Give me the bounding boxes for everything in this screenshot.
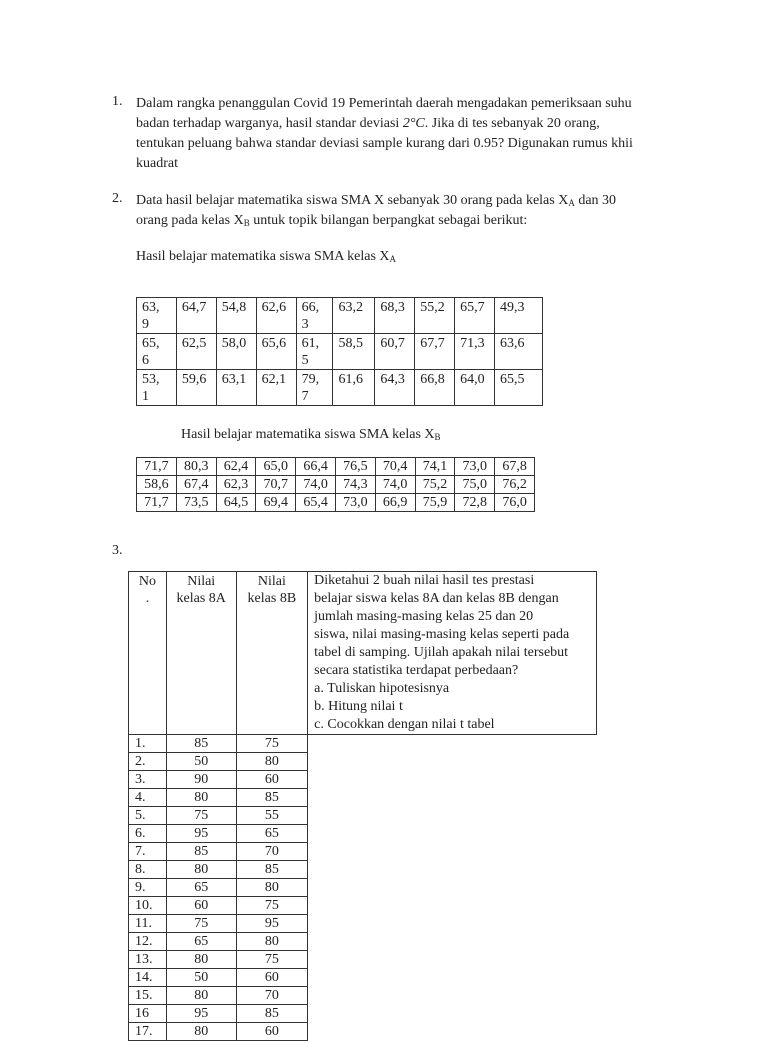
- q1-line2-after: . Jika di tes sebanyak 20 orang,: [424, 116, 600, 131]
- score-8b: 70: [236, 843, 308, 861]
- cell-text: 58,5: [338, 336, 363, 351]
- table-cell: [375, 370, 415, 406]
- score-8a: 90: [166, 771, 236, 789]
- table-cell: 74,0: [375, 476, 415, 494]
- question-2-number: 2.: [112, 191, 123, 206]
- cell-text: 64,7: [181, 300, 207, 315]
- table-cell: 58,6: [137, 476, 177, 494]
- table-cell: 75,2: [415, 476, 455, 494]
- row-number: 4.: [129, 789, 167, 807]
- header-no-line1: No: [138, 574, 156, 589]
- score-8a: 75: [166, 915, 236, 933]
- description-line: Diketahui 2 buah nilai hasil tes prestasi: [314, 573, 535, 588]
- table-cell: [296, 334, 333, 370]
- table-cell: [176, 298, 216, 334]
- cell-text: 62,6: [261, 300, 287, 315]
- row-number: 8.: [129, 861, 167, 879]
- header-nilai-8a: [166, 572, 236, 735]
- cell-text: 9: [142, 317, 149, 332]
- table-cell: [216, 298, 256, 334]
- table-cell: [415, 370, 455, 406]
- cell-text: 53,: [142, 372, 160, 387]
- table-row: [129, 897, 597, 915]
- cell-text: 65,: [142, 336, 160, 351]
- cell-text: 66,8: [420, 372, 445, 387]
- cell-text: 61,: [301, 336, 320, 351]
- score-8a: 85: [166, 843, 236, 861]
- table-cell: [495, 298, 543, 334]
- table-cell: [296, 298, 333, 334]
- score-8a: 50: [166, 753, 236, 771]
- table-cell: 70,7: [256, 476, 296, 494]
- header-a-line1: Nilai: [187, 574, 216, 589]
- description-line: c. Cocokkan dengan nilai t tabel: [314, 717, 495, 732]
- q2-line1-text: Data hasil belajar matematika siswa SMA X sebanyak 30 orang pada kelas X: [136, 193, 569, 208]
- table-cell: 73,5: [176, 494, 216, 512]
- q1-line: kuadrat: [136, 156, 178, 171]
- description-line: a. Tuliskan hipotesisnya: [314, 681, 450, 696]
- cell-text: 1: [142, 389, 149, 404]
- score-8b: 60: [236, 771, 308, 789]
- table-cell: [137, 370, 177, 406]
- table-row: [137, 370, 543, 406]
- table-cell: 76,5: [335, 458, 375, 476]
- table-cell: [256, 298, 296, 334]
- table-cell: [455, 334, 495, 370]
- score-8b: 75: [236, 897, 308, 915]
- cell-text: 79,: [301, 372, 320, 387]
- score-8a: 85: [166, 735, 236, 753]
- table-a-caption: [136, 249, 396, 265]
- score-8b: 55: [236, 807, 308, 825]
- table-cell: 67,4: [176, 476, 216, 494]
- table-cell: [256, 370, 296, 406]
- score-8b: 80: [236, 753, 308, 771]
- row-number: 5.: [129, 807, 167, 825]
- cell-text: 65,6: [261, 336, 287, 351]
- cell-text: 68,3: [380, 300, 405, 315]
- table-cell: 65,0: [256, 458, 296, 476]
- q2-line1-post: dan 30: [574, 193, 617, 208]
- caption-b-subscript: B: [434, 432, 441, 442]
- row-number: 13.: [129, 951, 167, 969]
- score-8a: 60: [166, 897, 236, 915]
- table-cell: [333, 334, 375, 370]
- description-line: siswa, nilai masing-masing kelas seperti pada: [314, 627, 570, 642]
- caption-b-text: Hasil belajar matematika siswa SMA kelas X: [181, 427, 435, 442]
- header-b-line2: kelas 8B: [247, 591, 297, 606]
- table-cell: 80,3: [176, 458, 216, 476]
- cell-text: 66,: [301, 300, 320, 315]
- table-cell: 76,2: [495, 476, 535, 494]
- table-row: [129, 951, 597, 969]
- score-8b: 65: [236, 825, 308, 843]
- score-8b: 80: [236, 879, 308, 897]
- question-1-number: 1.: [112, 94, 123, 109]
- table-cell: 75,0: [455, 476, 495, 494]
- table-row: [129, 861, 597, 879]
- row-number: 16: [129, 1005, 167, 1023]
- table-row: [137, 494, 535, 512]
- table-cell: [455, 298, 495, 334]
- question-1-text: [136, 94, 676, 174]
- header-no-line2: .: [145, 591, 150, 606]
- table-cell: [415, 298, 455, 334]
- table-cell: [375, 334, 415, 370]
- table-cell: [375, 298, 415, 334]
- score-8a: 80: [166, 789, 236, 807]
- table-row: [129, 933, 597, 951]
- table-row: [137, 476, 535, 494]
- table-cell: [296, 370, 333, 406]
- table-cell: [256, 334, 296, 370]
- cell-text: 54,8: [221, 300, 247, 315]
- score-8a: 75: [166, 807, 236, 825]
- table-cell: 65,4: [296, 494, 336, 512]
- score-8a: 65: [166, 879, 236, 897]
- q1-line: [136, 114, 676, 134]
- score-8a: 95: [166, 1005, 236, 1023]
- table-cell: 69,4: [256, 494, 296, 512]
- table-cell: [137, 298, 177, 334]
- question-3-number: 3.: [112, 543, 123, 558]
- table-row: [129, 969, 597, 987]
- caption-a-subscript: A: [389, 254, 396, 264]
- row-number: 1.: [129, 735, 167, 753]
- row-number: 17.: [129, 1023, 167, 1041]
- table-row: [137, 458, 535, 476]
- description-line: b. Hitung nilai t: [314, 699, 403, 714]
- table-row: [129, 753, 597, 771]
- score-8b: 60: [236, 1023, 308, 1041]
- table-cell: 73,0: [455, 458, 495, 476]
- table-class-xb: [136, 457, 535, 512]
- score-8a: 80: [166, 1023, 236, 1041]
- cell-text: 5: [301, 353, 309, 368]
- table-cell: 64,5: [216, 494, 256, 512]
- row-number: 9.: [129, 879, 167, 897]
- header-b-line1: Nilai: [257, 574, 286, 589]
- row-number: 11.: [129, 915, 167, 933]
- cell-text: 63,2: [338, 300, 363, 315]
- table-b-caption: [181, 427, 441, 443]
- cell-text: 71,3: [460, 336, 485, 351]
- description-line: belajar siswa kelas 8A dan kelas 8B dengan: [314, 591, 559, 606]
- table-cell: [495, 370, 543, 406]
- table-row: [129, 1005, 597, 1023]
- cell-text: 63,: [142, 300, 160, 315]
- cell-text: 62,5: [181, 336, 207, 351]
- score-8b: 75: [236, 735, 308, 753]
- table-cell: 66,4: [296, 458, 336, 476]
- cell-text: 59,6: [181, 372, 207, 387]
- header-a-line2: kelas 8A: [176, 591, 226, 606]
- row-number: 2.: [129, 753, 167, 771]
- table-row: [129, 735, 597, 753]
- table-row: [137, 298, 543, 334]
- problem-description: [308, 572, 597, 735]
- cell-text: 65,5: [500, 372, 525, 387]
- subscript-b: B: [243, 218, 250, 228]
- table-row: [129, 789, 597, 807]
- table-row: [129, 843, 597, 861]
- row-number: 7.: [129, 843, 167, 861]
- score-8a: 80: [166, 951, 236, 969]
- question-2-text: [136, 191, 676, 231]
- table-cell: 70,4: [375, 458, 415, 476]
- table-cell: 72,8: [455, 494, 495, 512]
- table-cell: [495, 334, 543, 370]
- cell-text: 58,0: [221, 336, 247, 351]
- score-8a: 80: [166, 987, 236, 1005]
- score-8b: 75: [236, 951, 308, 969]
- row-number: 10.: [129, 897, 167, 915]
- row-number: 3.: [129, 771, 167, 789]
- table-cell: 75,9: [415, 494, 455, 512]
- table-cell: 74,3: [335, 476, 375, 494]
- q1-line2-text: badan terhadap warganya, hasil standar deviasi: [136, 116, 403, 131]
- table-class-xa: [136, 297, 543, 406]
- table-cell: 73,0: [335, 494, 375, 512]
- table-cell: [137, 334, 177, 370]
- score-8b: 95: [236, 915, 308, 933]
- cell-text: 62,1: [261, 372, 287, 387]
- score-8b: 85: [236, 789, 308, 807]
- table-cell: 62,3: [216, 476, 256, 494]
- table-row: [129, 807, 597, 825]
- table-class-8a-8b: [128, 571, 597, 1041]
- header-no: [129, 572, 167, 735]
- cell-text: 60,7: [380, 336, 405, 351]
- q2-line: [136, 191, 676, 211]
- table-cell: [333, 298, 375, 334]
- score-8a: 80: [166, 861, 236, 879]
- table-row: [129, 879, 597, 897]
- score-8b: 80: [236, 933, 308, 951]
- cell-text: 7: [301, 389, 309, 404]
- score-8a: 95: [166, 825, 236, 843]
- table-cell: [176, 370, 216, 406]
- score-8a: 65: [166, 933, 236, 951]
- cell-text: 64,3: [380, 372, 405, 387]
- table-cell: [415, 334, 455, 370]
- table-cell: [455, 370, 495, 406]
- cell-text: 6: [142, 353, 149, 368]
- table-row: [129, 1023, 597, 1041]
- score-8b: 85: [236, 861, 308, 879]
- description-line: jumlah masing-masing kelas 25 dan 20: [314, 609, 534, 624]
- temperature-formula: 2°C: [402, 116, 425, 131]
- cell-text: 63,1: [221, 372, 247, 387]
- table-row: [129, 987, 597, 1005]
- table-cell: 62,4: [216, 458, 256, 476]
- q2-line2-text: orang pada kelas X: [136, 213, 244, 228]
- cell-text: 65,7: [460, 300, 485, 315]
- cell-text: 61,6: [338, 372, 363, 387]
- table-cell: 74,1: [415, 458, 455, 476]
- row-number: 15.: [129, 987, 167, 1005]
- description-line: secara statistika terdapat perbedaan?: [314, 663, 519, 678]
- table-row: [137, 334, 543, 370]
- table-cell: [333, 370, 375, 406]
- table-cell: 74,0: [296, 476, 336, 494]
- table-row: [129, 825, 597, 843]
- cell-text: 55,2: [420, 300, 445, 315]
- subscript-a: A: [568, 198, 575, 208]
- score-8b: 60: [236, 969, 308, 987]
- table-cell: 71,7: [137, 494, 177, 512]
- row-number: 14.: [129, 969, 167, 987]
- table-cell: 71,7: [137, 458, 177, 476]
- table-cell: 67,8: [495, 458, 535, 476]
- score-8b: 70: [236, 987, 308, 1005]
- score-8b: 85: [236, 1005, 308, 1023]
- table-cell: 66,9: [375, 494, 415, 512]
- header-nilai-8b: [236, 572, 308, 735]
- q2-line2-post: untuk topik bilangan berpangkat sebagai berikut:: [249, 213, 528, 228]
- q1-line: Dalam rangka penanggulan Covid 19 Pemerintah daerah mengadakan pemeriksaan suhu: [136, 96, 632, 111]
- cell-text: 67,7: [420, 336, 445, 351]
- row-number: 6.: [129, 825, 167, 843]
- caption-a-text: Hasil belajar matematika siswa SMA kelas X: [136, 249, 390, 264]
- q1-line: tentukan peluang bahwa standar deviasi sample kurang dari 0.95? Digunakan rumus khii: [136, 136, 633, 151]
- table-cell: [176, 334, 216, 370]
- score-8a: 50: [166, 969, 236, 987]
- table-cell: [216, 334, 256, 370]
- cell-text: 3: [301, 317, 309, 332]
- table-cell: [216, 370, 256, 406]
- description-line: tabel di samping. Ujilah apakah nilai tersebut: [314, 645, 569, 660]
- table-row: [129, 771, 597, 789]
- cell-text: 64,0: [460, 372, 485, 387]
- table-row: [129, 915, 597, 933]
- row-number: 12.: [129, 933, 167, 951]
- cell-text: 49,3: [500, 300, 525, 315]
- cell-text: 63,6: [500, 336, 525, 351]
- table-cell: 76,0: [495, 494, 535, 512]
- q2-line: [136, 211, 676, 231]
